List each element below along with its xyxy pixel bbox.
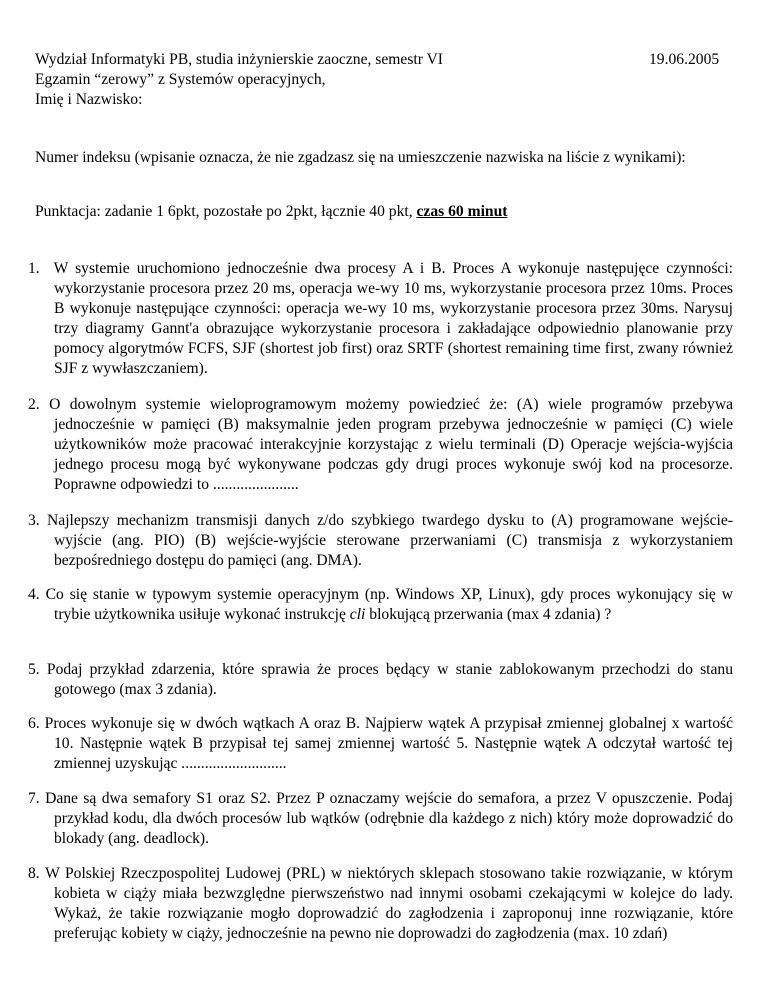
name-label: Imię i Nazwisko:: [35, 91, 143, 108]
question-3: [28, 511, 733, 571]
question-2: [28, 395, 733, 495]
question-7: [28, 789, 733, 849]
question-number: 3.: [28, 512, 40, 529]
question-text: W Polskiej Rzeczpospolitej Ludowej (PRL) w niektórych sklepach stosowano takie rozwiązanie, w którym kobieta w ciąży miała bezwzględne pierwszeństwo nad innymi osobami czekającymi w kolejce do lady. Wykaż, że takie rozwiązanie mogło doprowadzić do zagłodzenia i zaproponuj inne rozwiązanie, które preferując kobiety w ciąży, jednocześnie na pewno nie doprowadzi do zagłodzenia (max. 10 zdań): [45, 865, 733, 942]
scoring-line: [35, 202, 735, 222]
exam-header: [35, 50, 735, 110]
exam-title: Egzamin “zerowy” z Systemów operacyjnych,: [35, 71, 326, 88]
question-text: O dowolnym systemie wieloprogramowym możemy powiedzieć że: (A) wiele programów przebywa jednocześnie w pamięci (B) maksymalnie jeden program przebywa jednocześnie w pamięci (C) wiele użytkowników może pracować interakcyjnie korzystając z wielu terminali (D) Operacje wejścia-wyjścia jednego procesu mogą być wykonywane podczas gdy drugi proces wykonuje swój kod na procesorze. Poprawne odpowiedzi to ......................: [49, 396, 733, 493]
question-text: Podaj przykład zdarzenia, które sprawia że proces będący w stanie zablokowanym przechodzi do stanu gotowego (max 3 zdania).: [46, 661, 733, 698]
question-text: Dane są dwa semafory S1 oraz S2. Przez P oznaczamy wejście do semafora, a przez V opuszczenie. Podaj przykład kodu, dla dwóch procesów lub wątków (odrębnie dla każdego z nich) który może doprowadzić do blokady (ang. deadlock).: [45, 790, 734, 847]
instruction-name: cli: [349, 606, 366, 623]
question-text: W systemie uruchomiono jednocześnie dwa procesy A i B. Proces A wykonuje następujęce czynności: wykorzystanie procesora przez 20 ms, operacja we-wy 10 ms, wykorzystanie procesora przez 10ms. Proces B wykonuje następujące czynności: operacja we-wy 10 ms, wykorzystanie procesora przez 30ms. Narysuj trzy diagramy Gannt'a obrazujące wykorzystanie procesora i zakładające odpowiednio planowanie przy pomocy algorytmów FCFS, SJF (shortest job first) oraz SRTF (shortest remaining time first, zwany również SJF z wywłaszczaniem).: [46, 260, 733, 377]
question-number: 1.: [28, 260, 40, 277]
question-text: Proces wykonuje się w dwóch wątkach A oraz B. Najpierw wątek A przypisał zmiennej globalnej x wartość 10. Następnie wątek B przypisał tej samej zmiennej wartość 5. Następnie wątek A odczytał wartość tej zmiennej uzyskując ...........................: [44, 715, 733, 772]
exam-time: czas 60 minut: [416, 203, 508, 220]
exam-date: 19.06.2005: [649, 51, 720, 68]
question-number: 5.: [28, 661, 40, 678]
question-number: 7.: [28, 790, 40, 807]
scoring-text: Punktacja: zadanie 1 6pkt, pozostałe po 2pkt, łącznie 40 pkt,: [35, 203, 417, 220]
question-number: 4.: [28, 586, 40, 603]
question-text-end: blokującą przerwania (max 4 zdania) ?: [365, 606, 612, 623]
question-number: 2.: [28, 396, 40, 413]
index-number-note: Numer indeksu (wpisanie oznacza, że nie zgadzasz się na umieszczenie nazwiska na liście z wynikami):: [35, 149, 686, 166]
question-5: [28, 660, 733, 700]
question-text: Co się stanie w typowym systemie operacyjnym (np. Windows XP, Linux), gdy proces wykonujący się w trybie użytkownika usiłuje wykonać instrukcję: [45, 586, 733, 623]
question-number: 6.: [28, 715, 40, 732]
question-1: [28, 259, 733, 379]
question-text: Najlepszy mechanizm transmisji danych z/do szybkiego twardego dysku to (A) programowane wejście-wyjście (ang. PIO) (B) wejście-wyjście sterowane przerwaniami (C) transmisja z wykorzystaniem bezpośredniego dostępu do pamięci (ang. DMA).: [47, 512, 733, 569]
question-4: [28, 585, 733, 625]
question-8: [28, 864, 733, 944]
faculty-line: Wydział Informatyki PB, studia inżynierskie zaoczne, semestr VI: [35, 51, 443, 68]
question-number: 8.: [28, 865, 40, 882]
question-6: [28, 714, 733, 774]
